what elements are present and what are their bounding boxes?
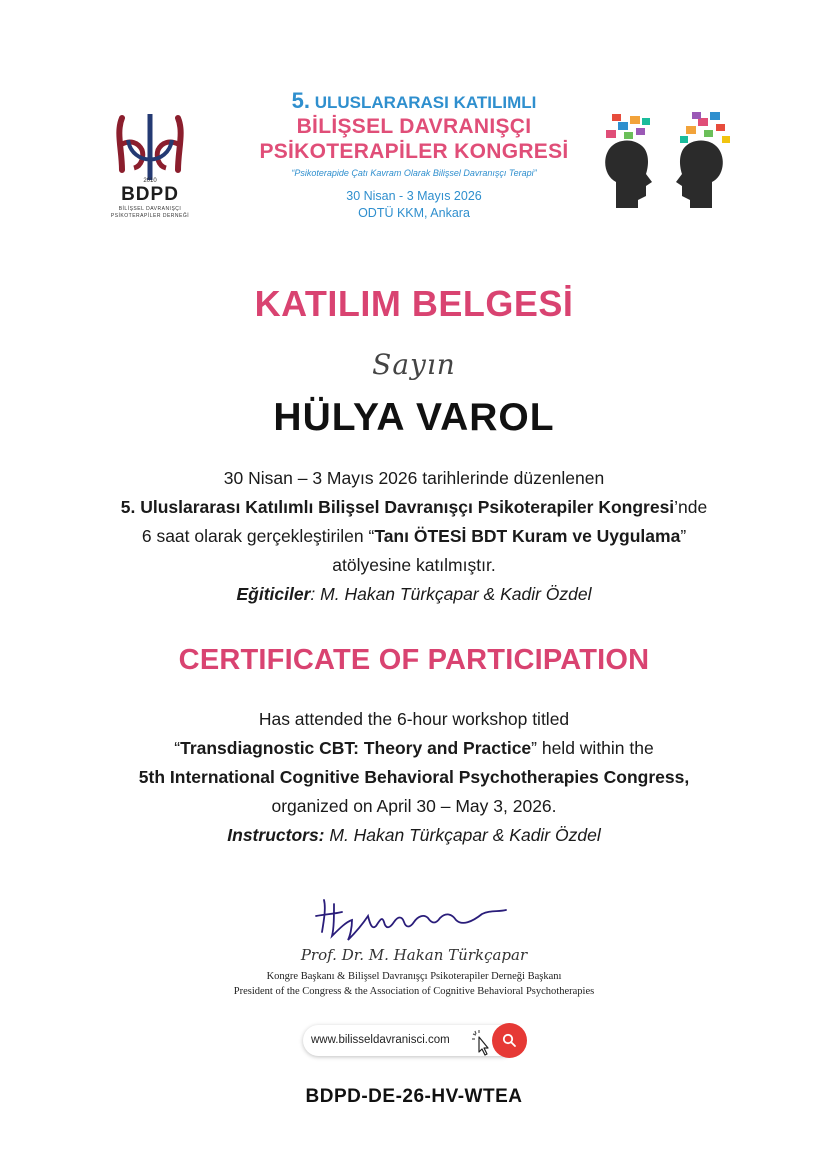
bdpd-logo <box>100 110 200 220</box>
trainers-label: Eğiticiler <box>236 584 311 604</box>
congress-name: 5th International Cognitive Behavioral Psychotherapies Congress, <box>138 767 690 787</box>
congress-header <box>214 90 614 222</box>
logo-subtitle: BİLİŞSEL DAVRANIŞÇI <box>118 206 182 212</box>
text-fragment: ” held within the <box>531 738 654 758</box>
congress-dates: 30 Nisan - 3 Mayıs 2026 <box>346 189 482 203</box>
body-line <box>0 522 828 551</box>
search-icon <box>502 1033 517 1048</box>
website-url[interactable]: www.bilisseldavranisci.com <box>311 1034 450 1046</box>
text-fragment: 6 saat olarak gerçekleştirilen “ <box>141 526 375 546</box>
body-line <box>0 493 828 522</box>
congress-edition <box>214 90 614 114</box>
click-cursor-icon <box>471 1030 493 1056</box>
workshop-name: Tanı ÖTESİ BDT Kuram ve Uygulama <box>374 526 681 546</box>
certificate-body-tr <box>0 464 828 609</box>
logo-abbreviation: BDPD <box>121 184 179 205</box>
signer-name: Prof. Dr. M. Hakan Türkçapar <box>300 946 528 964</box>
body-line <box>0 763 828 792</box>
instructors-line <box>0 821 828 850</box>
instructors-label: Instructors: <box>227 825 325 845</box>
signer-role-en: President of the Congress & the Association of Cognitive Behavioral Psychotherapies <box>233 986 595 997</box>
congress-tagline: “Psikoterapide Çatı Kavram Olarak Bilişsel Davranışçı Terapi” <box>291 168 537 178</box>
body-line: 30 Nisan – 3 Mayıs 2026 tarihlerinde düzenlenen <box>223 468 605 488</box>
handwritten-signature-icon <box>312 892 512 944</box>
search-button[interactable] <box>492 1023 527 1058</box>
congress-title-line1: BİLİŞSEL DAVRANIŞÇI <box>296 115 532 138</box>
certificate-body-en <box>0 705 828 850</box>
edition-number: 5. <box>291 88 310 113</box>
body-line: organized on April 30 – May 3, 2026. <box>271 796 557 816</box>
trainers-line <box>0 580 828 609</box>
text-fragment: ” <box>680 526 687 546</box>
certificate-title-tr: KATILIM BELGESİ <box>254 283 574 324</box>
body-line: atölyesine katılmıştır. <box>332 555 496 575</box>
website-search-bar[interactable] <box>303 1022 525 1059</box>
trainers-names: : M. Hakan Türkçapar & Kadir Özdel <box>310 584 592 604</box>
certificate-title-en: CERTIFICATE OF PARTICIPATION <box>178 644 650 676</box>
body-line: Has attended the 6-hour workshop titled <box>258 709 570 729</box>
recipient-name: HÜLYA VAROL <box>273 396 555 439</box>
congress-venue: ODTÜ KKM, Ankara <box>358 206 470 220</box>
certificate-code: BDPD-DE-26-HV-WTEA <box>305 1086 523 1107</box>
salutation: Sayın <box>372 348 456 381</box>
congress-suffix: ’nde <box>674 497 708 517</box>
logo-year: 2010 <box>143 178 157 184</box>
psi-logo-icon <box>108 110 192 182</box>
instructors-names: M. Hakan Türkçapar & Kadir Özdel <box>324 825 601 845</box>
text-fragment: “ <box>174 738 181 758</box>
signer-role-tr: Kongre Başkanı & Bilişsel Davranışçı Psikoterapiler Derneği Başkanı <box>266 971 562 982</box>
logo-subtitle: PSİKOTERAPİLER DERNEĞİ <box>110 213 190 219</box>
body-line <box>0 734 828 763</box>
edition-text: ULUSLARARASI KATILIMLI <box>314 93 537 112</box>
congress-title-line2: PSİKOTERAPİLER KONGRESİ <box>259 140 569 163</box>
heads-illustration-icon <box>596 110 736 210</box>
workshop-name: Transdiagnostic CBT: Theory and Practice <box>180 738 532 758</box>
congress-name: 5. Uluslararası Katılımlı Bilişsel Davranışçı Psikoterapiler Kongresi <box>120 497 675 517</box>
